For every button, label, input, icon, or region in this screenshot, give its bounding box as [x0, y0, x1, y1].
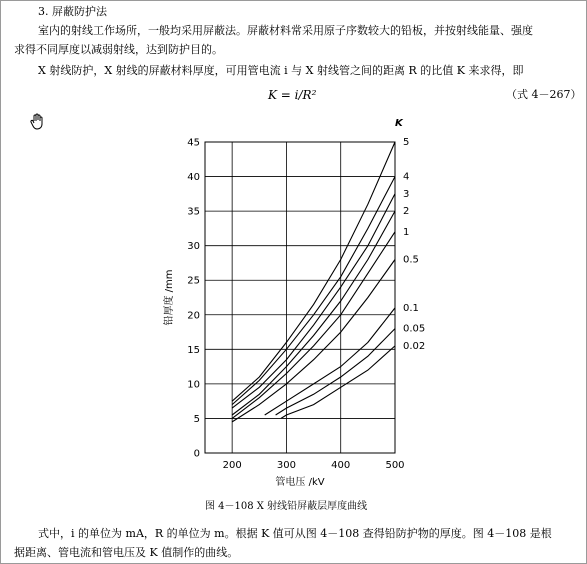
series-label: 0.05	[403, 323, 426, 335]
series-label: 1	[403, 226, 410, 238]
paragraph-2: 求得不同厚度以减弱射线，达到防护目的。	[14, 43, 223, 56]
chart-series-labels	[403, 137, 425, 352]
y-tick-label: 20	[187, 310, 200, 322]
hand-cursor-icon	[28, 112, 48, 132]
paragraph-5: 据距离、管电流和管电压及 K 值制作的曲线。	[14, 546, 239, 559]
series-line-0_02	[281, 346, 395, 419]
chart-series	[232, 142, 395, 422]
y-tick-label: 45	[187, 137, 200, 149]
equation-number: （式 4－267）	[506, 88, 582, 101]
y-tick-label: 35	[187, 206, 200, 218]
paragraph-1: 室内的射线工作场所，一般均采用屏蔽法。屏蔽材料常采用原子序数较大的铅板，并按射线能量、强度	[38, 24, 533, 37]
formula: K = i/R²	[268, 88, 317, 102]
series-label: 0.02	[403, 340, 426, 352]
section-title: 屏蔽防护法	[52, 5, 107, 18]
y-tick-label: 30	[187, 241, 200, 253]
series-label: 0.5	[403, 254, 419, 266]
y-tick-label: 15	[187, 344, 200, 356]
series-line-3	[232, 194, 395, 408]
series-label: 4	[403, 171, 410, 183]
x-tick-label: 300	[276, 460, 296, 471]
paragraph-4: 式中，i 的单位为 mA，R 的单位为 m。根据 K 值可从图 4－108 查得铅防护物的厚度。图 4－108 是根	[38, 527, 552, 540]
series-line-5	[232, 142, 395, 401]
y-tick-label: 5	[193, 413, 200, 425]
x-tick-label: 200	[222, 460, 242, 471]
y-tick-label: 40	[187, 172, 200, 184]
y-tick-label: 25	[187, 275, 200, 287]
y-tick-label: 0	[193, 448, 200, 460]
series-label: 3	[403, 188, 410, 200]
series-line-0_5	[232, 260, 395, 422]
section-number: 3.	[38, 5, 49, 18]
series-label: 2	[403, 206, 410, 218]
lead-thickness-chart	[150, 115, 440, 490]
paragraph-3: X 射线防护，X 射线的屏蔽材料厚度，可用管电流 i 与 X 射线管之间的距离 R 的比值 K 来求得，即	[38, 64, 524, 77]
series-label: 5	[403, 137, 410, 148]
section-heading	[38, 5, 107, 19]
y-tick-label: 10	[187, 379, 200, 391]
chart-tick-labels	[187, 138, 404, 472]
y-axis-label: 铅厚度 /mm	[164, 269, 175, 326]
figure-caption: 图 4－108 X 射线铅屏蔽层厚度曲线	[205, 501, 368, 512]
series-line-0_05	[276, 329, 395, 415]
x-axis-label: 管电压 /kV	[275, 477, 325, 488]
x-tick-label: 500	[385, 460, 405, 471]
series-label: 0.1	[403, 302, 419, 314]
x-tick-label: 400	[331, 460, 351, 471]
legend-title: K	[395, 118, 403, 129]
